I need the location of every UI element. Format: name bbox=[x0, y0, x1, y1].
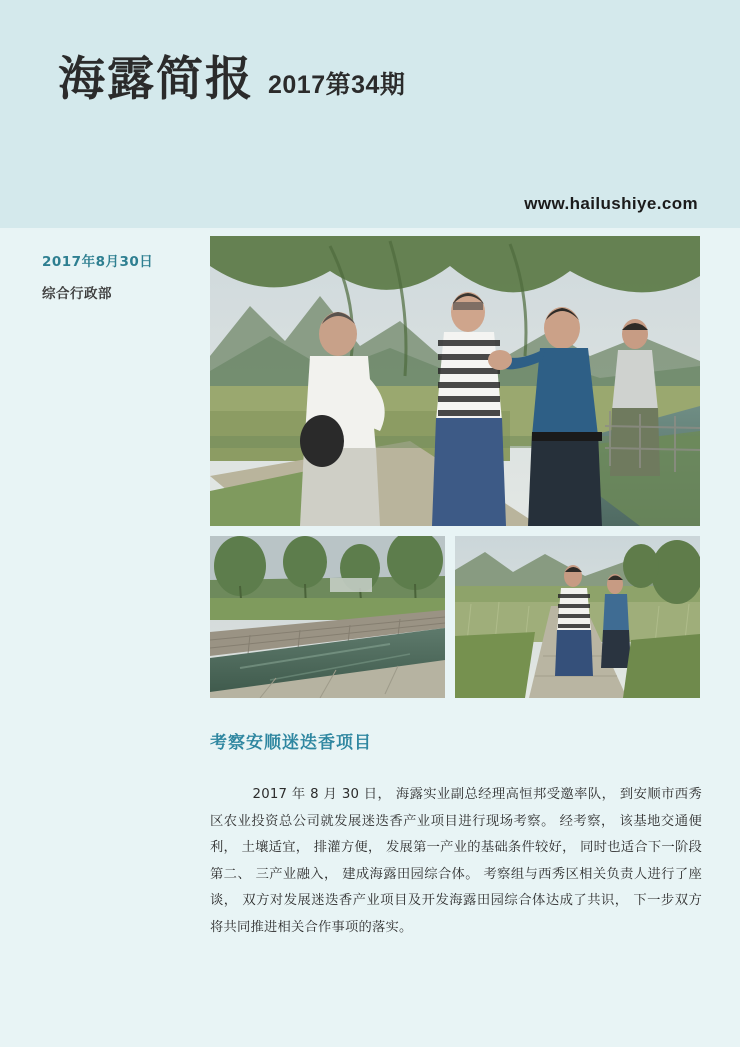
article-paragraph-text: 2017 年 8 月 30 日， 海露实业副总经理高恒邦受邀率队， 到安顺市西秀区农业投资总公司就发展迷迭香产业项目进行现场考察。 经考察， 该基地交通便利， 土壤适宜， 排灌方便， 发展第一产业的基础条件较好， 同时也适合下一阶段第二、 三产业融入， 建成海露田园综合体。 考察组与西秀区相关负责人进行了座谈， 双方对发展迷迭香产业项目及开发海露田园综合体达成了共识， 下一步双方将共同推进相关合作事项的落实。 bbox=[210, 787, 702, 935]
publication-title: 海露简报 bbox=[58, 52, 254, 107]
photo-main-site-visit bbox=[210, 236, 700, 526]
photo-field-illustration bbox=[455, 536, 700, 698]
issue-label: 2017第34期 bbox=[268, 71, 406, 99]
meta-column bbox=[42, 250, 192, 302]
photo-canal bbox=[210, 536, 445, 698]
article-title: 考察安顺迷迭香项目 bbox=[210, 733, 372, 753]
article-paragraph bbox=[210, 782, 702, 942]
masthead-title-group bbox=[58, 52, 406, 107]
masthead bbox=[0, 0, 740, 228]
photo-main-illustration bbox=[210, 236, 700, 526]
photo-field bbox=[455, 536, 700, 698]
photo-canal-illustration bbox=[210, 536, 445, 698]
website-url[interactable]: www.hailushiye.com bbox=[524, 194, 698, 213]
department-label: 综合行政部 bbox=[42, 286, 112, 302]
publish-date: 2017年8月30日 bbox=[42, 254, 154, 270]
